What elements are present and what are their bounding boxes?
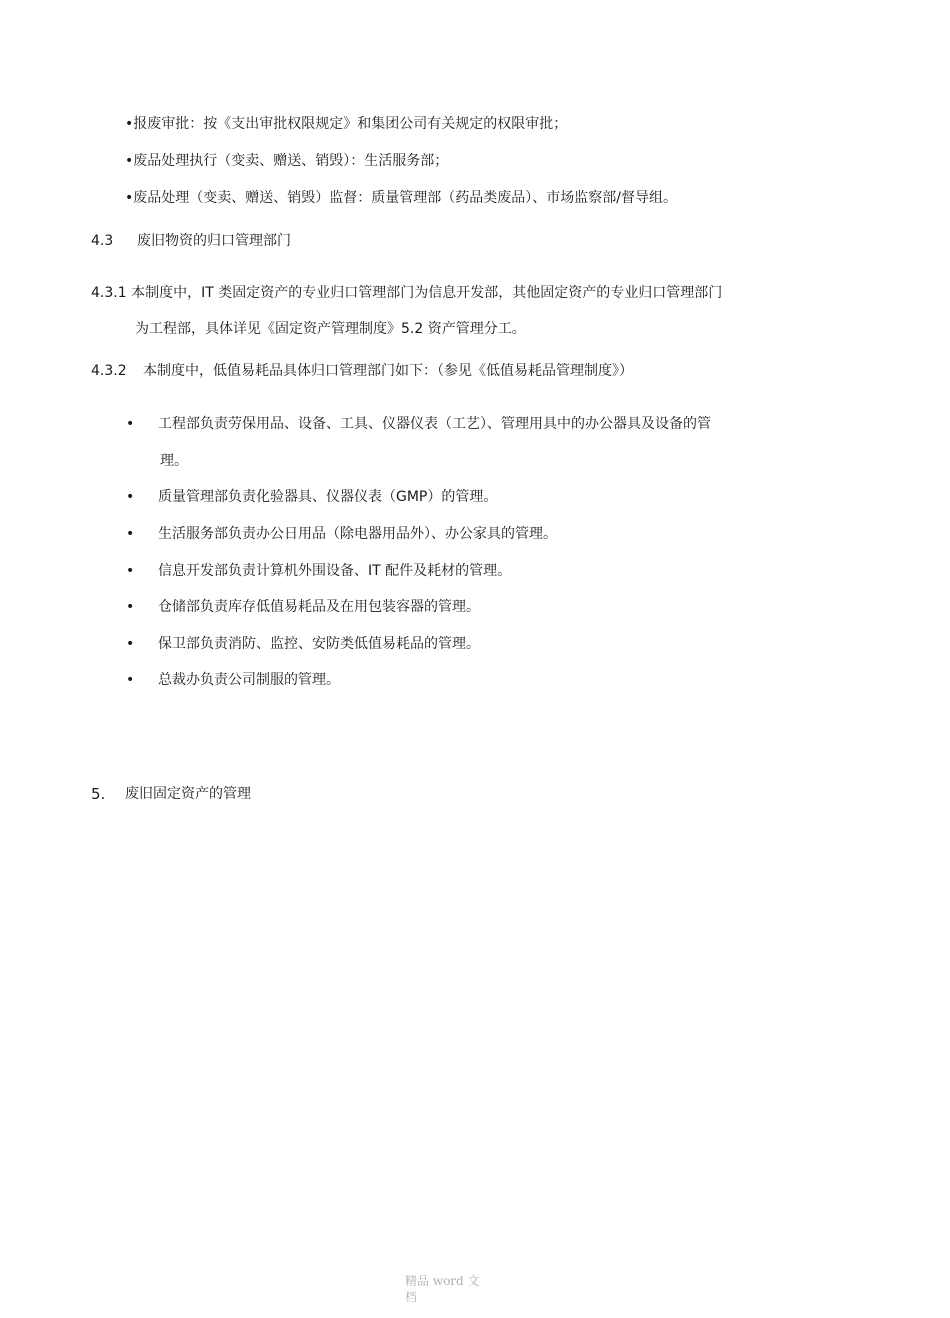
dept-bullet-security: 保卫部负责消防、监控、安防类低值易耗品的管理。 — [158, 636, 480, 652]
footer-line2: 档 — [405, 1290, 418, 1304]
section-4-3-2-text: 本制度中，低值易耗品具体归口管理部门如下：（参见《低值易耗品管理制度》） — [143, 363, 633, 379]
section-5-title: 废旧固定资产的管理 — [125, 786, 251, 802]
section-4-3-number: 4.3 — [91, 233, 114, 249]
dept-bullet-warehouse: 仓储部负责库存低值易耗品及在用包装容器的管理。 — [158, 599, 480, 615]
dept-bullet-engineering-line1: 工程部负责劳保用品、设备、工具、仪器仪表（工艺）、管理用具中的办公器具及设备的管 — [158, 416, 711, 432]
bullet-icon: • — [126, 599, 135, 615]
section-4-3-1-line2: 为工程部，具体详见《固定资产管理制度》5.2 资产管理分工。 — [135, 321, 526, 337]
disposal-execution-bullet: •废品处理执行（变卖、赠送、销毁）：生活服务部； — [125, 153, 449, 169]
section-4-3-title: 废旧物资的归口管理部门 — [137, 233, 291, 249]
bullet-icon: • — [126, 672, 135, 688]
bullet-icon: • — [126, 563, 135, 579]
footer-line1: 精品 word 文 — [405, 1274, 480, 1288]
dept-bullet-life-services: 生活服务部负责办公日用品（除电器用品外）、办公家具的管理。 — [158, 526, 557, 542]
dept-bullet-engineering-line2: 理。 — [160, 453, 188, 469]
dept-bullet-quality: 质量管理部负责化验器具、仪器仪表（GMP）的管理。 — [158, 489, 498, 505]
section-4-3-2-number: 4.3.2 — [91, 363, 127, 379]
approval-bullet: •报废审批：按《支出审批权限规定》和集团公司有关规定的权限审批； — [125, 116, 568, 132]
bullet-icon: • — [126, 636, 135, 652]
section-5-number: 5. — [91, 785, 106, 803]
section-4-3-1-line1: 4.3.1 本制度中，IT 类固定资产的专业归口管理部门为信息开发部，其他固定资产的专业归口管理部门 — [91, 285, 723, 301]
bullet-icon: • — [126, 489, 135, 505]
disposal-supervision-bullet: •废品处理（变卖、赠送、销毁）监督：质量管理部（药品类废品）、市场监察部/督导组。 — [125, 190, 677, 206]
bullet-icon: • — [126, 416, 135, 432]
dept-bullet-info-dev: 信息开发部负责计算机外围设备、IT 配件及耗材的管理。 — [158, 563, 512, 579]
dept-bullet-ceo-office: 总裁办负责公司制服的管理。 — [158, 672, 340, 688]
bullet-icon: • — [126, 526, 135, 542]
